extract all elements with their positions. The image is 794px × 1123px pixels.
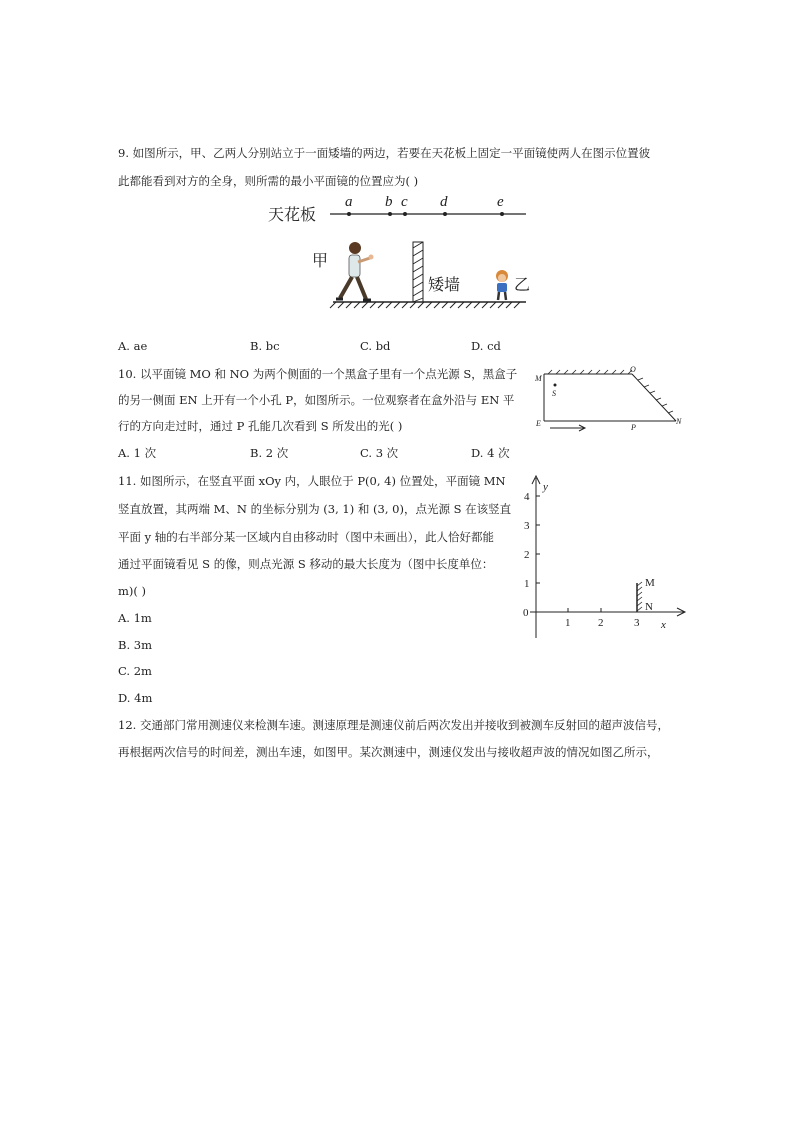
q9-text-line2: 此都能看到对方的全身，则所需的最小平面镜的位置应为( ) bbox=[118, 174, 419, 188]
q11-text-line1: 11. 如图所示，在竖直平面 xOy 内，人眼位于 P(0, 4) 位置处，平面镜 MN bbox=[118, 474, 506, 488]
label-S: S bbox=[552, 389, 556, 398]
origin-label: 0 bbox=[523, 607, 529, 619]
q11-option-b[interactable]: B. 3m bbox=[118, 638, 152, 652]
label-P: P bbox=[631, 423, 636, 432]
x-axis-arrow bbox=[677, 608, 685, 616]
x-axis-label: x bbox=[661, 619, 666, 631]
direction-arrow-head bbox=[579, 425, 585, 431]
q9-option-d[interactable]: D. cd bbox=[471, 339, 501, 353]
q12-text-line2: 再根据两次信号的时间差，测出车速，如图甲。某次测速中，测速仪发出与接收超声波的情况如图乙所示， bbox=[118, 745, 659, 759]
q10-text-line3: 行的方向走过时，通过 P 孔能几次看到 S 所发出的光( ) bbox=[118, 419, 403, 433]
y-axis-arrow bbox=[532, 476, 540, 484]
x-tick-3: 3 bbox=[634, 617, 640, 629]
person-a-label: 甲 bbox=[312, 251, 329, 270]
q11-option-a[interactable]: A. 1m bbox=[118, 611, 152, 625]
point-d-label: d bbox=[440, 194, 448, 210]
point-b-label: b bbox=[385, 194, 393, 210]
light-source-dot bbox=[554, 384, 557, 387]
point-b-dot bbox=[388, 212, 392, 216]
point-a-dot bbox=[347, 212, 351, 216]
point-a-label: a bbox=[345, 194, 353, 210]
y-tick-3: 3 bbox=[524, 520, 530, 532]
q10-option-b[interactable]: B. 2 次 bbox=[250, 446, 289, 460]
q11-text-line5: m)( ) bbox=[118, 584, 147, 598]
q11-text-line3: 平面 y 轴的右半部分某一区域内自由移动时（图中未画出），此人恰好都能 bbox=[118, 530, 495, 544]
mirror-label-N: N bbox=[645, 601, 653, 613]
person-b-label: 乙 bbox=[514, 275, 531, 294]
q11-option-d[interactable]: D. 4m bbox=[118, 691, 153, 705]
label-O: O bbox=[630, 365, 636, 374]
point-d-dot bbox=[443, 212, 447, 216]
q9-option-c[interactable]: C. bd bbox=[360, 339, 391, 353]
point-e-label: e bbox=[497, 194, 504, 210]
q9-option-a[interactable]: A. ae bbox=[118, 339, 148, 353]
x-tick-2: 2 bbox=[598, 617, 604, 629]
label-N: N bbox=[676, 417, 682, 426]
y-axis-label: y bbox=[543, 481, 548, 493]
label-M: M bbox=[535, 374, 542, 383]
y-tick-1: 1 bbox=[524, 578, 530, 590]
q10-option-a[interactable]: A. 1 次 bbox=[118, 446, 157, 460]
y-tick-2: 2 bbox=[524, 549, 530, 561]
mirror-hatch bbox=[548, 370, 673, 413]
wall-label: 矮墙 bbox=[428, 275, 461, 294]
point-c-label: c bbox=[401, 194, 408, 210]
q9-text-line1: 9. 如图所示，甲、乙两人分别站立于一面矮墙的两边，若要在天花板上固定一平面镜使两人在图示位置彼 bbox=[118, 146, 651, 160]
ceiling-label: 天花板 bbox=[268, 205, 317, 224]
q12-text-line1: 12. 交通部门常用测速仪来检测车速。测速原理是测速仪前后两次发出并接收到被测车反射回的超声波信号， bbox=[118, 718, 669, 732]
mirror-mn-hatch bbox=[637, 582, 642, 611]
q11-text-line2: 竖直放置，其两端 M、N 的坐标分别为 (3, 1) 和 (3, 0)，点光源 S 在该竖直 bbox=[118, 502, 512, 516]
q11-option-c[interactable]: C. 2m bbox=[118, 664, 152, 678]
q10-option-c[interactable]: C. 3 次 bbox=[360, 446, 399, 460]
x-tick-1: 1 bbox=[565, 617, 571, 629]
q9-option-b[interactable]: B. bc bbox=[250, 339, 280, 353]
label-E: E bbox=[536, 419, 541, 428]
mirror-no bbox=[632, 374, 676, 421]
ground bbox=[330, 302, 526, 308]
low-wall bbox=[413, 242, 423, 302]
person-a-figure bbox=[336, 242, 374, 300]
q10-option-d[interactable]: D. 4 次 bbox=[471, 446, 510, 460]
point-c-dot bbox=[403, 212, 407, 216]
point-e-dot bbox=[500, 212, 504, 216]
person-b-figure bbox=[496, 270, 508, 300]
mirror-label-M: M bbox=[645, 577, 655, 589]
y-tick-4: 4 bbox=[524, 491, 530, 503]
q10-text-line1: 10. 以平面镜 MO 和 NO 为两个侧面的一个黑盒子里有一个点光源 S，黑盒子 bbox=[118, 367, 518, 381]
q10-text-line2: 的另一侧面 EN 上开有一个小孔 P，如图所示。一位观察者在盒外沿与 EN 平 bbox=[118, 393, 515, 407]
q11-text-line4: 通过平面镜看见 S 的像，则点光源 S 移动的最大长度为（图中长度单位： bbox=[118, 557, 494, 571]
